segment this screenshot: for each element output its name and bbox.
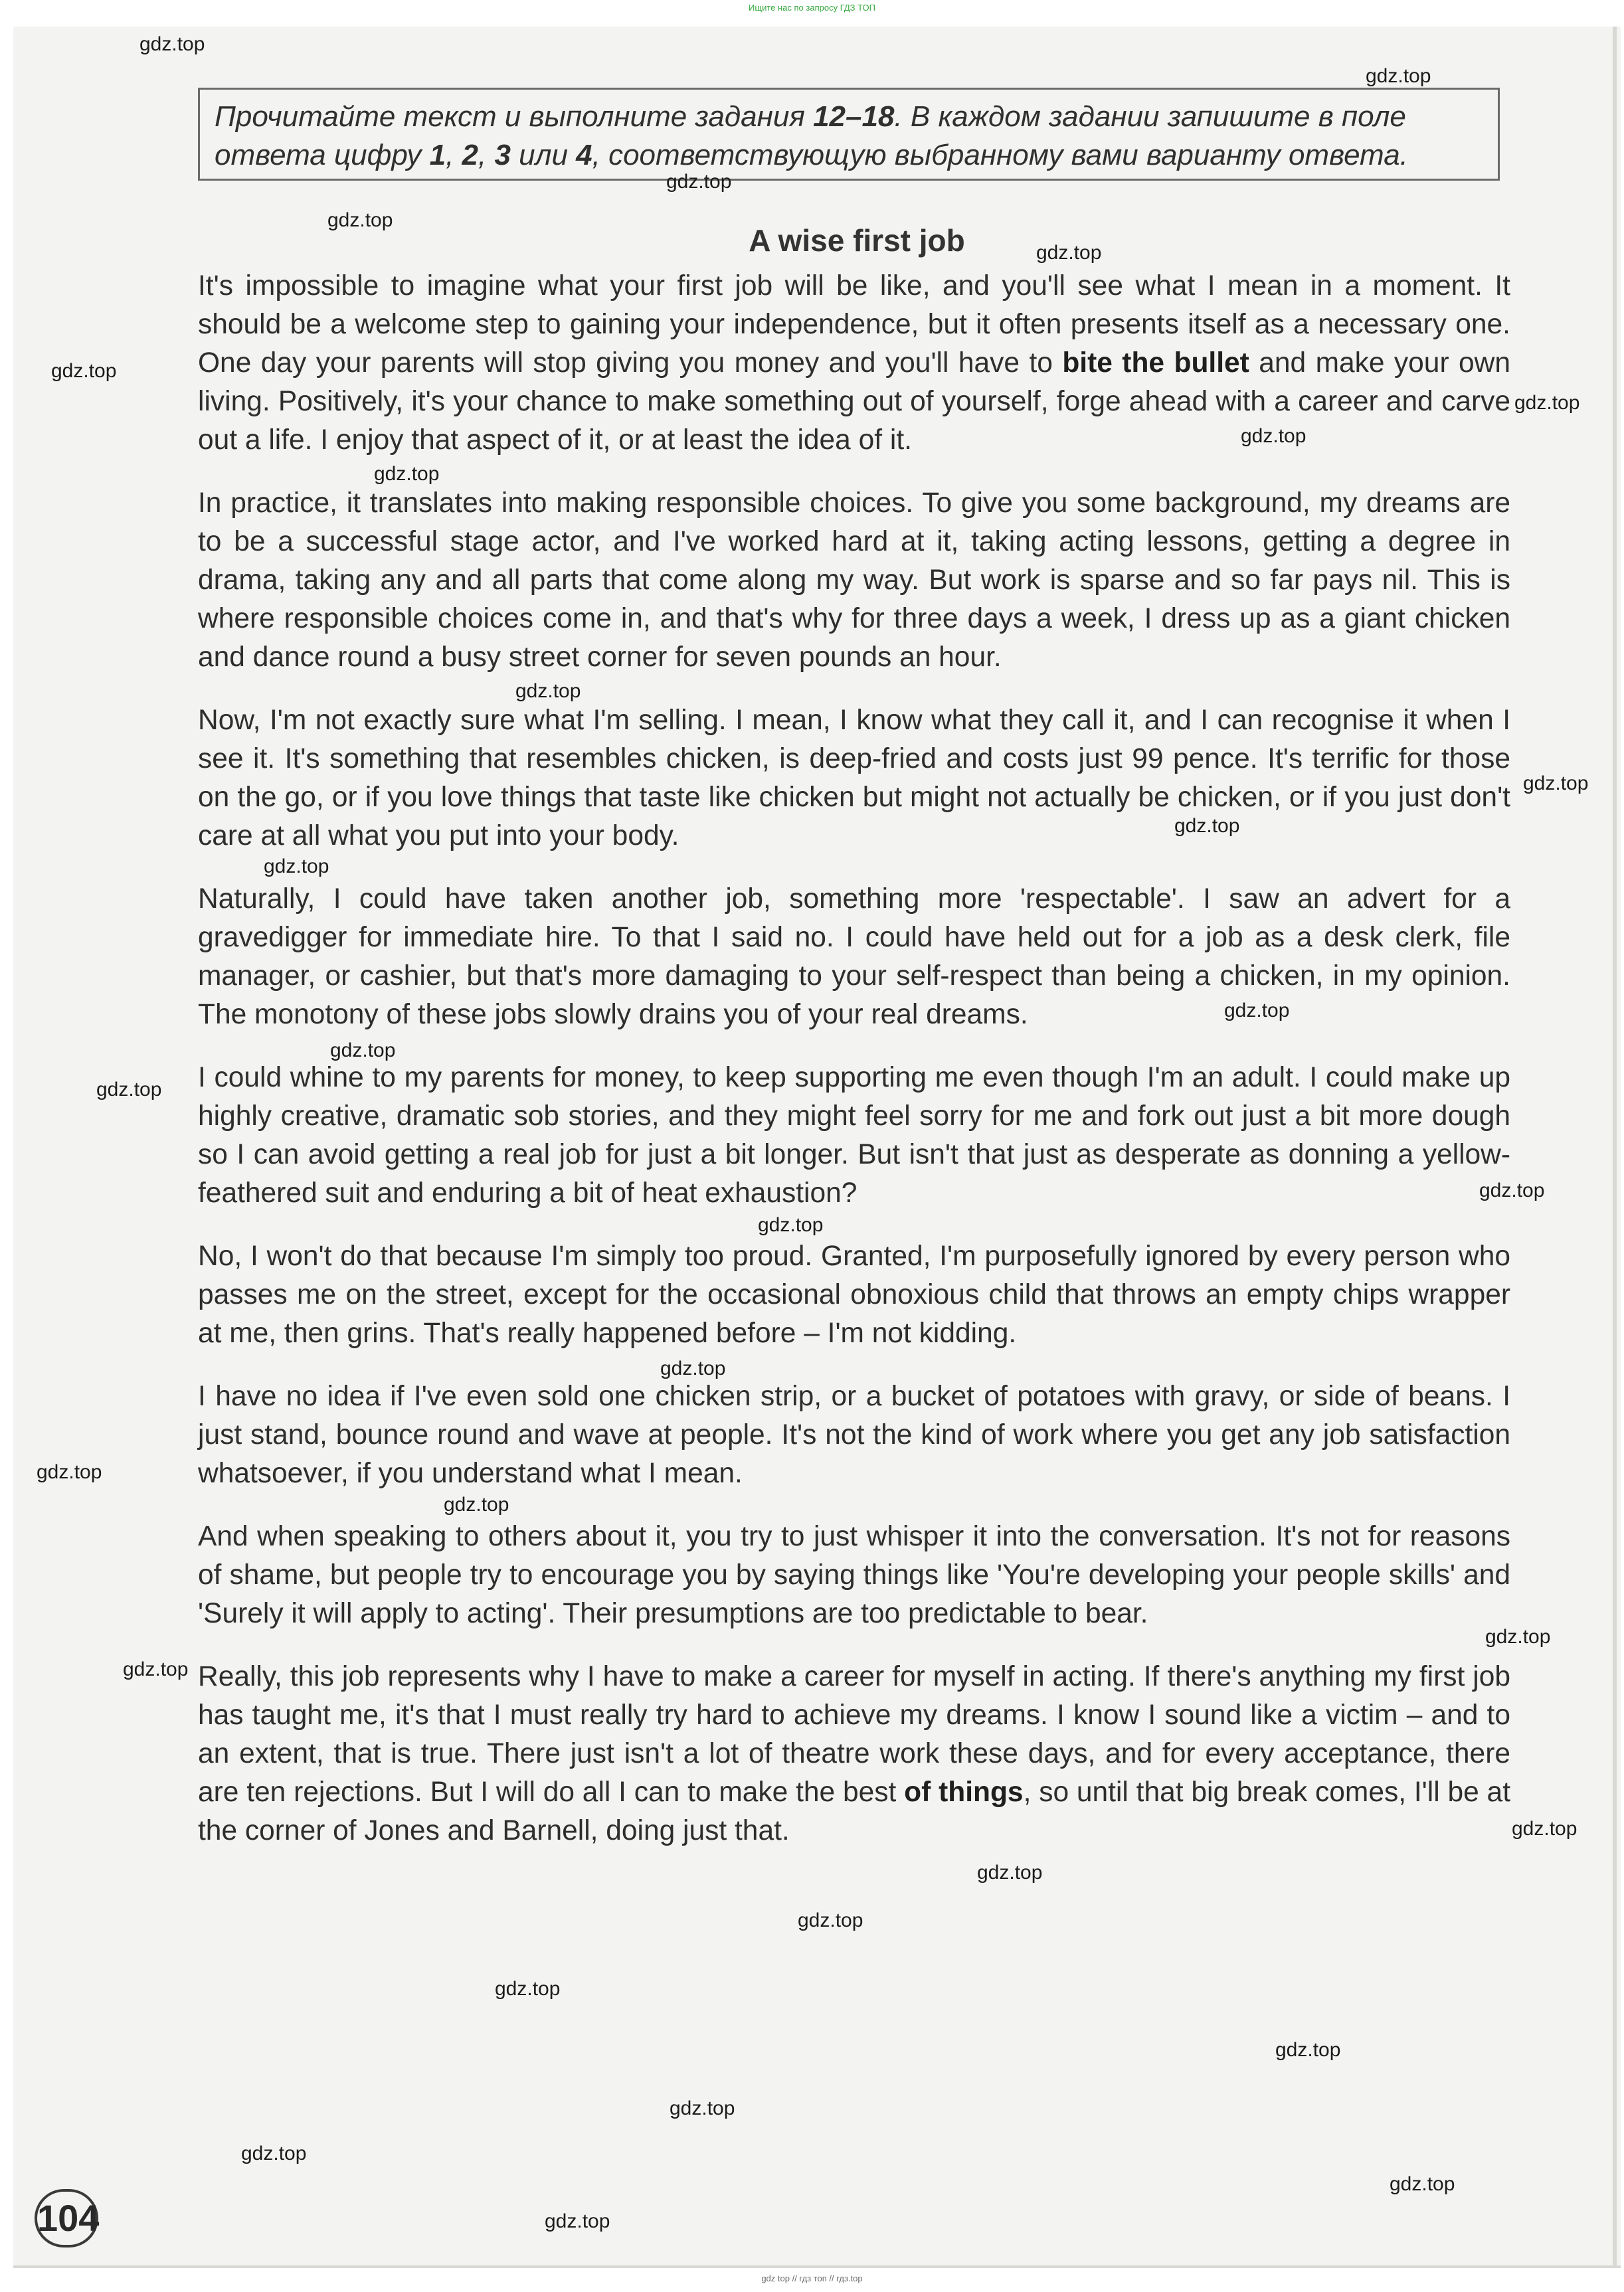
watermark: gdz.top bbox=[1523, 772, 1589, 794]
page-number: 104 bbox=[35, 2189, 98, 2248]
instruction-text: Прочитайте текст и выполните задания bbox=[215, 100, 814, 133]
watermark: gdz.top bbox=[37, 1461, 102, 1483]
paragraph-5: I could whine to my parents for money, to keep supporting me even though I'm an adult. I could make up highly creative, dramatic sob stories, and they might feel sorry for me and fork out just a bit more dough so I can avoid getting a real job for just a bit longer. But isn't that just as desperate as donning a yellow-feathered suit and enduring a bit of heat exhaustion? bbox=[198, 1062, 1510, 1209]
watermark: gdz.top bbox=[495, 1978, 561, 2000]
paragraph-2: In practice, it translates into making responsible choices. To give you some background, my dreams are to be a successful stage actor, and I've worked hard at it, taking acting lessons, getting a degree in drama, taking any and all parts that come along my way. But work is sparse and so far pays nil. This is where responsible choices come in, and that's why for three days a week, I dress up as a giant chicken and dance round a busy street corner for seven pounds an hour. bbox=[198, 487, 1510, 673]
watermark: gdz.top bbox=[545, 2210, 610, 2232]
watermark: gdz.top bbox=[330, 1039, 396, 1061]
instruction-text: , bbox=[478, 139, 495, 171]
watermark: gdz.top bbox=[1174, 815, 1240, 837]
watermark: gdz.top bbox=[139, 33, 205, 55]
watermark: gdz.top bbox=[515, 680, 581, 702]
instruction-task-range: 12–18 bbox=[813, 100, 895, 133]
watermark: gdz.top bbox=[1390, 2173, 1455, 2195]
paragraph-9 bbox=[198, 1658, 1510, 1850]
watermark: gdz.top bbox=[1512, 1818, 1578, 1840]
watermark: gdz.top bbox=[51, 360, 117, 382]
highlighted-phrase: bite the bullet bbox=[1062, 347, 1249, 379]
watermark: gdz.top bbox=[798, 1909, 863, 1931]
watermark: gdz.top bbox=[1514, 392, 1580, 414]
watermark: gdz.top bbox=[374, 463, 440, 485]
paragraph-1 bbox=[198, 267, 1510, 460]
watermark: gdz.top bbox=[327, 209, 393, 231]
paragraph-8: And when speaking to others about it, you try to just whisper it into the conversation. It's not for reasons of shame, but people try to encourage you by saying things like 'You're developing your people skills' and 'Surely it will apply to acting'. Their presumptions are too predictable to bear. bbox=[198, 1521, 1510, 1629]
watermark: gdz.top bbox=[123, 1658, 189, 1680]
instruction-digit: 4 bbox=[576, 139, 592, 171]
paragraph-text: and make your own living. Positively, it's your chance to make something out of yourself, forge ahead with a career and carve out a life. I enjoy that aspect of it, or at least the idea of it. bbox=[198, 347, 1510, 456]
paragraph-3: Now, I'm not exactly sure what I'm selling. I mean, I know what they call it, and I can recognise it when I see it. It's something that resembles chicken, is deep-fried and costs just 99 pence. It's terrific for those on the go, or if you love things that taste like chicken but might not actually be chicken, or if you just don't care at all what you put into your body. bbox=[198, 705, 1510, 851]
paper-edge-right bbox=[1613, 27, 1617, 2268]
paragraph-4: Naturally, I could have taken another job, something more 'respectable'. I saw an advert for a gravedigger for immediate hire. To that I said no. I could have held out for a job as a desk clerk, file manager, or cashier, but that's more damaging to your self-respect than being a chicken, in my opinion. The monotony of these jobs slowly drains you of your real dreams. bbox=[198, 883, 1510, 1030]
watermark: gdz.top bbox=[660, 1358, 726, 1379]
watermark: gdz.top bbox=[1275, 2039, 1341, 2061]
paragraph-6: No, I won't do that because I'm simply too proud. Granted, I'm purposefully ignored by every person who passes me on the street, except for the occasional obnoxious child that throws an empty chips wrapper at me, then grins. That's really happened before – I'm not kidding. bbox=[198, 1241, 1510, 1349]
instruction-digit: 2 bbox=[462, 139, 478, 171]
watermark: gdz.top bbox=[1366, 65, 1431, 87]
article-title: A wise first job bbox=[749, 223, 965, 258]
footer-note: gdz top // гдз топ // гдз.top bbox=[761, 2273, 863, 2283]
instruction-digit: 3 bbox=[494, 139, 511, 171]
watermark: gdz.top bbox=[1241, 425, 1307, 447]
watermark: gdz.top bbox=[758, 1214, 824, 1236]
watermark: gdz.top bbox=[264, 855, 329, 877]
instruction-box bbox=[198, 88, 1500, 181]
top-search-hint: Ищите нас по запросу ГДЗ ТОП bbox=[749, 3, 875, 13]
watermark: gdz.top bbox=[1036, 242, 1102, 264]
instruction-text: или bbox=[510, 139, 577, 171]
article-body bbox=[198, 267, 1510, 1875]
paragraph-text: , so until that big break comes, I'll be at the corner of Jones and Barnell, doing just that. bbox=[198, 1777, 1511, 1846]
watermark: gdz.top bbox=[241, 2143, 307, 2164]
instruction-digit: 1 bbox=[429, 139, 446, 171]
instruction-text: , соответствующую выбранному вами варианту ответа. bbox=[592, 139, 1408, 171]
instruction-text: . В каждом задании запишите в поле ответа цифру bbox=[215, 100, 1406, 171]
paper-edge-bottom bbox=[13, 2265, 1621, 2268]
watermark: gdz.top bbox=[666, 171, 732, 193]
watermark: gdz.top bbox=[1224, 1000, 1290, 1021]
watermark: gdz.top bbox=[1479, 1180, 1545, 1201]
paragraph-text: Really, this job represents why I have to make a career for myself in acting. If there's anything my first job has taught me, it's that I must really try hard to achieve my dreams. I know I sound like a victim – and to an extent, that is true. There just isn't a lot of theatre work these days, and for every acceptance, there are ten rejections. But I will do all I can to make the best bbox=[198, 1661, 1510, 1808]
watermark: gdz.top bbox=[1485, 1626, 1551, 1648]
highlighted-phrase: of things bbox=[904, 1777, 1024, 1808]
watermark: gdz.top bbox=[444, 1494, 509, 1516]
watermark: gdz.top bbox=[977, 1862, 1043, 1884]
watermark: gdz.top bbox=[96, 1079, 162, 1101]
paragraph-7: I have no idea if I've even sold one chicken strip, or a bucket of potatoes with gravy, or side of beans. I just stand, bounce round and wave at people. It's not the kind of work where you get any job satisfaction whatsoever, if you understand what I mean. bbox=[198, 1381, 1510, 1489]
instruction-text: , bbox=[446, 139, 462, 171]
paragraph-text: It's impossible to imagine what your first job will be like, and you'll see what I mean in a moment. It should be a welcome step to gaining your independence, but it often presents itself as a necessary one. One day your parents will stop giving you money and you'll have to bbox=[198, 270, 1510, 379]
watermark: gdz.top bbox=[670, 2097, 735, 2119]
